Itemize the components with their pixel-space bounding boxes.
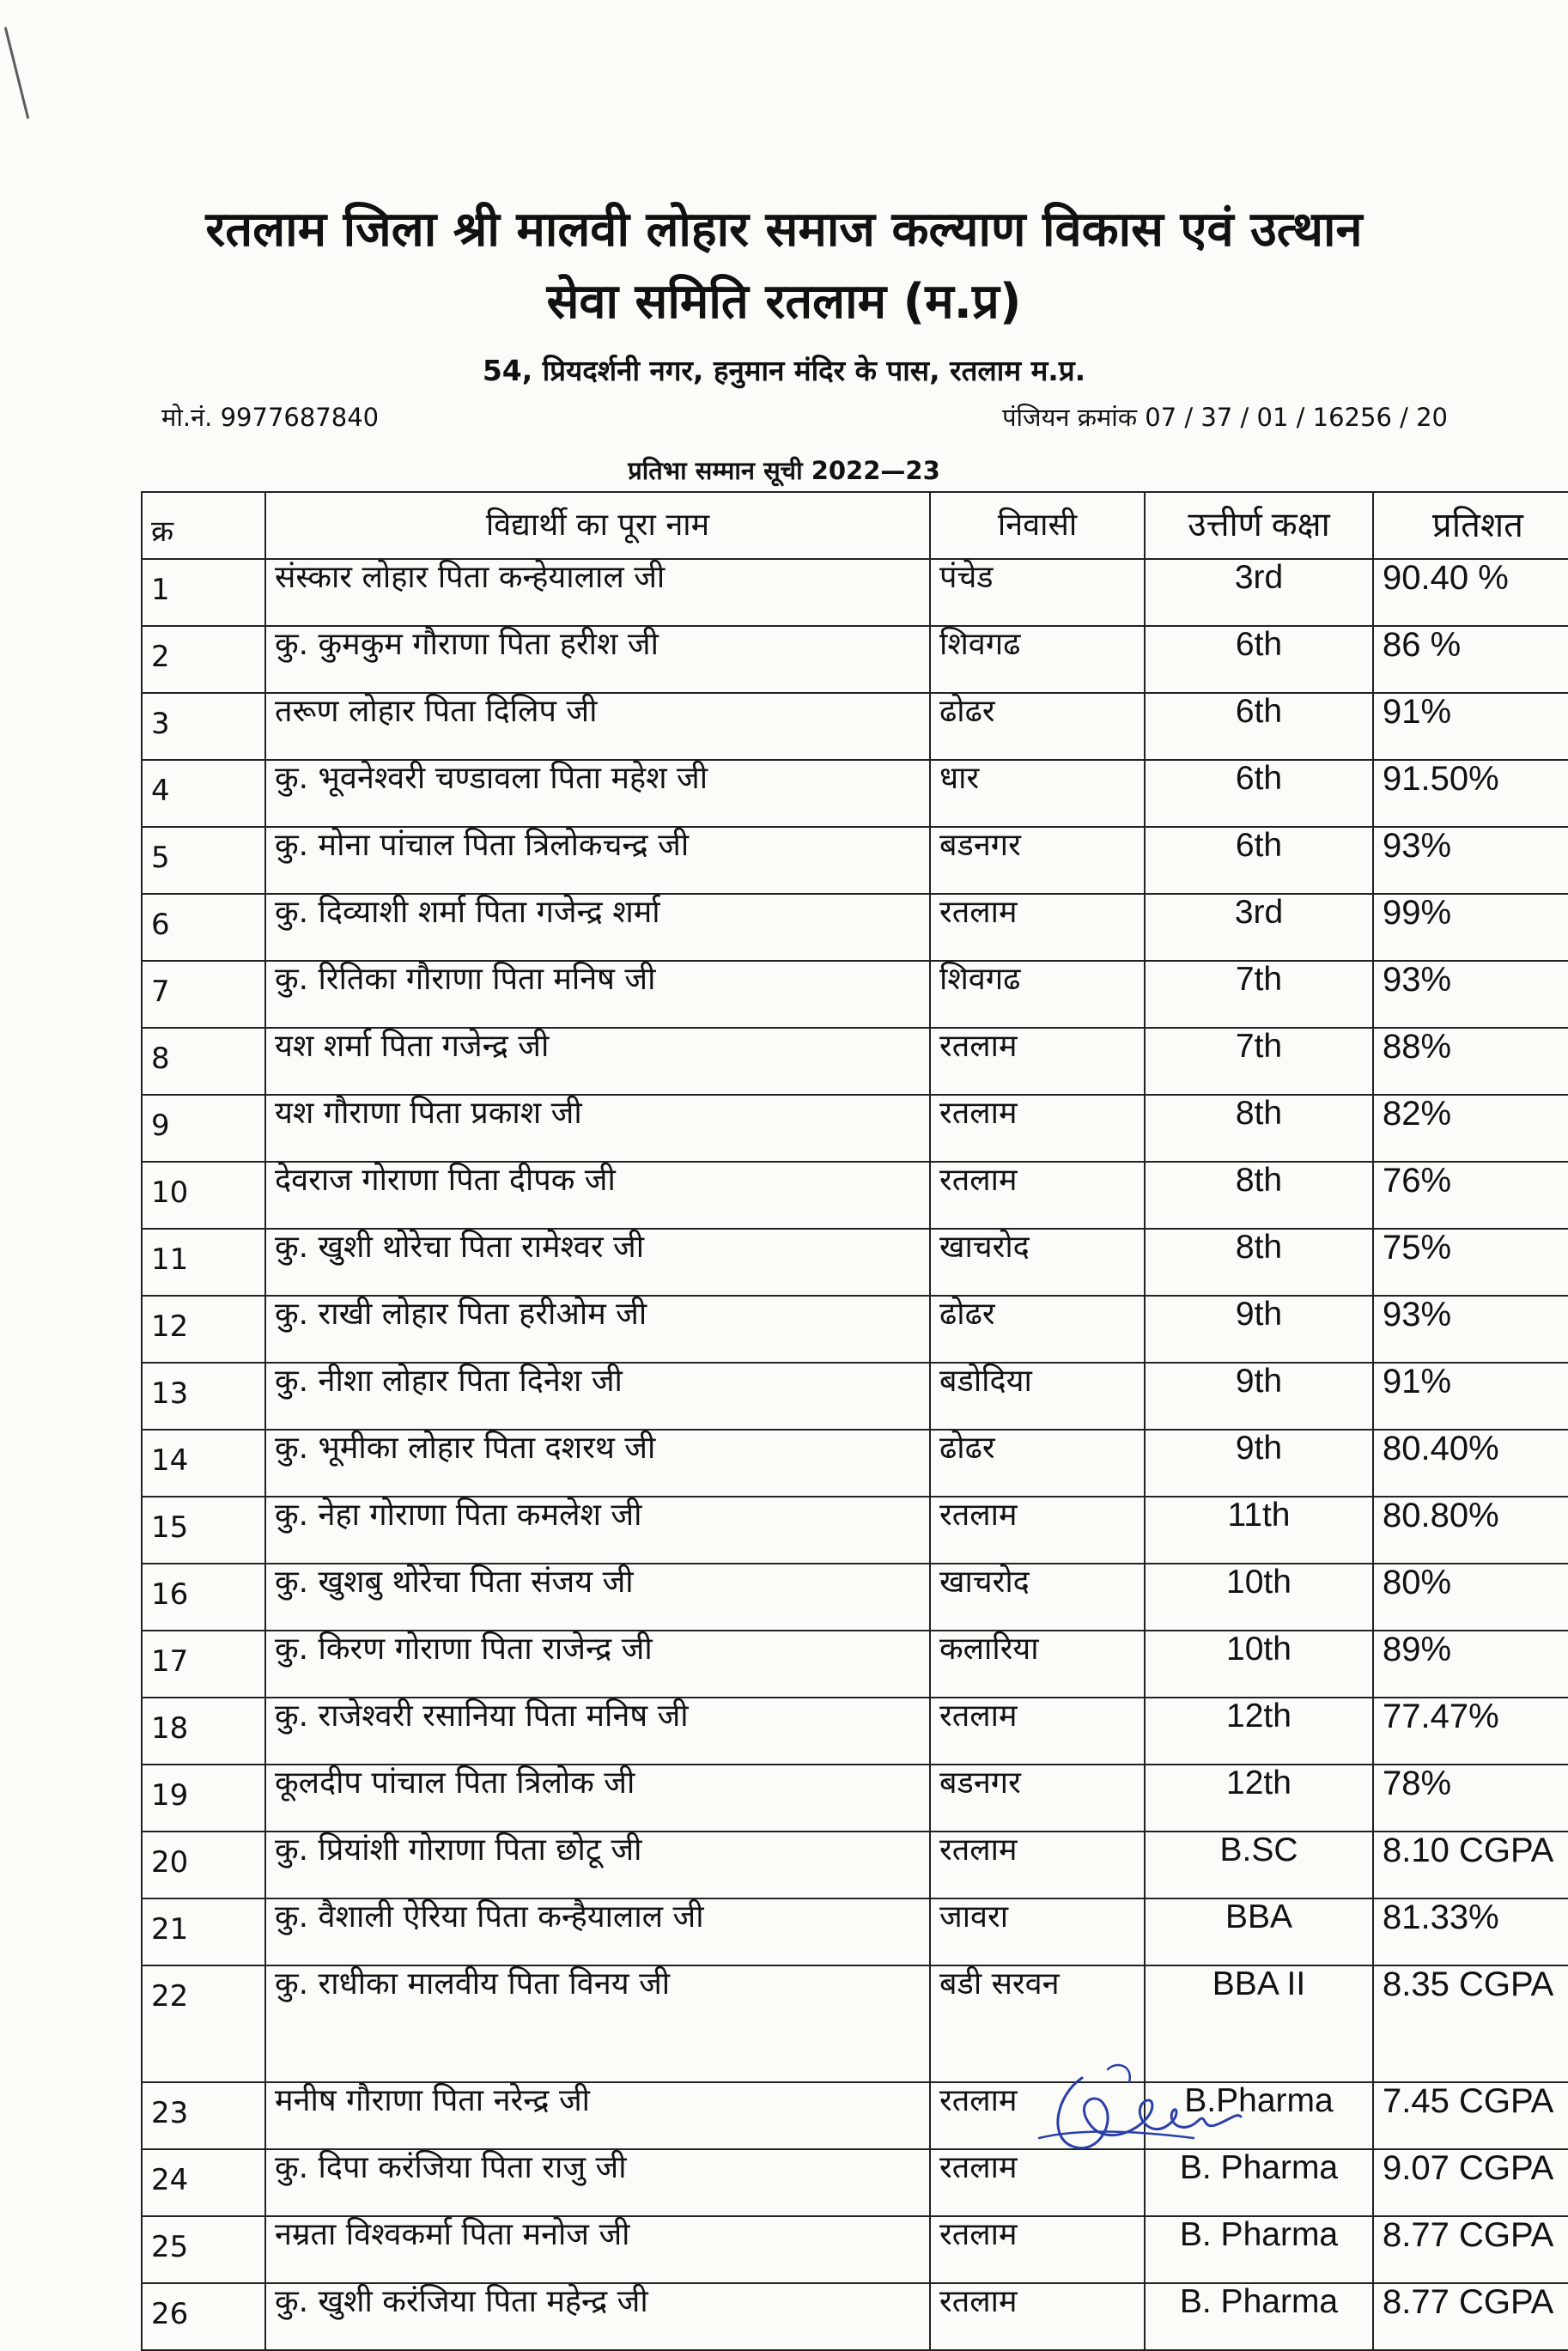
cell-residence: रतलाम — [930, 2283, 1145, 2350]
cell-class: BBA — [1145, 1898, 1373, 1965]
cell-percent: 91% — [1373, 693, 1568, 760]
cell-percent: 89% — [1373, 1631, 1568, 1698]
cell-class: B. Pharma — [1145, 2149, 1373, 2216]
column-header-serial: क्र — [142, 492, 265, 559]
cell-class: 6th — [1145, 827, 1373, 894]
table-row — [142, 1229, 1568, 1296]
cell-class: 8th — [1145, 1095, 1373, 1162]
cell-percent: 86 % — [1373, 626, 1568, 693]
table-row — [142, 1363, 1568, 1430]
cell-serial: 10 — [142, 1162, 265, 1229]
cell-serial: 19 — [142, 1765, 265, 1832]
cell-residence: रतलाम — [930, 1832, 1145, 1898]
cell-residence: रतलाम — [930, 2216, 1145, 2283]
cell-class: 9th — [1145, 1363, 1373, 1430]
cell-percent: 91.50% — [1373, 760, 1568, 827]
cell-class: 6th — [1145, 693, 1373, 760]
cell-class: B.Pharma — [1145, 2082, 1373, 2149]
cell-student-name: संस्कार लोहार पिता कन्हेयालाल जी — [265, 559, 930, 626]
cell-class: 8th — [1145, 1229, 1373, 1296]
cell-class: B. Pharma — [1145, 2216, 1373, 2283]
table-row — [142, 626, 1568, 693]
table-row — [142, 1631, 1568, 1698]
cell-residence: रतलाम — [930, 1095, 1145, 1162]
cell-residence: रतलाम — [930, 1162, 1145, 1229]
pen-mark — [4, 27, 30, 118]
cell-class: 3rd — [1145, 894, 1373, 961]
cell-student-name: कु. किरण गोराणा पिता राजेन्द्र जी — [265, 1631, 930, 1698]
cell-percent: 91% — [1373, 1363, 1568, 1430]
table-body — [142, 559, 1568, 2350]
cell-percent: 77.47% — [1373, 1698, 1568, 1765]
cell-serial: 24 — [142, 2149, 265, 2216]
cell-percent: 8.35 CGPA — [1373, 1965, 1568, 2082]
cell-class: 6th — [1145, 626, 1373, 693]
cell-student-name: कु. कुमकुम गौराणा पिता हरीश जी — [265, 626, 930, 693]
cell-student-name: तरूण लोहार पिता दिलिप जी — [265, 693, 930, 760]
signature-icon — [1022, 2044, 1254, 2172]
cell-student-name: कु. मोना पांचाल पिता त्रिलोकचन्द्र जी — [265, 827, 930, 894]
cell-percent: 80.80% — [1373, 1497, 1568, 1564]
merit-list-table — [141, 491, 1568, 2351]
cell-class: 7th — [1145, 1028, 1373, 1095]
cell-serial: 17 — [142, 1631, 265, 1698]
cell-class: 6th — [1145, 760, 1373, 827]
cell-student-name: देवराज गोराणा पिता दीपक जी — [265, 1162, 930, 1229]
cell-student-name: यश गौराणा पिता प्रकाश जी — [265, 1095, 930, 1162]
cell-residence: खाचरोद — [930, 1229, 1145, 1296]
cell-student-name: नम्रता विश्वकर्मा पिता मनोज जी — [265, 2216, 930, 2283]
cell-percent: 76% — [1373, 1162, 1568, 1229]
table-row — [142, 827, 1568, 894]
organization-title-line1: रतलाम जिला श्री मालवी लोहार समाज कल्याण विकास एवं उत्थान — [205, 202, 1363, 258]
cell-serial: 14 — [142, 1430, 265, 1497]
cell-serial: 12 — [142, 1296, 265, 1363]
cell-class: 3rd — [1145, 559, 1373, 626]
cell-percent: 81.33% — [1373, 1898, 1568, 1965]
table-row — [142, 1698, 1568, 1765]
cell-class: 10th — [1145, 1564, 1373, 1631]
cell-student-name: कु. खुशी थोरेचा पिता रामेश्वर जी — [265, 1229, 930, 1296]
cell-serial: 7 — [142, 961, 265, 1028]
cell-serial: 13 — [142, 1363, 265, 1430]
table-row — [142, 894, 1568, 961]
cell-percent: 93% — [1373, 1296, 1568, 1363]
table-row — [142, 760, 1568, 827]
cell-class: 9th — [1145, 1430, 1373, 1497]
cell-residence: रतलाम — [930, 1028, 1145, 1095]
cell-serial: 4 — [142, 760, 265, 827]
cell-serial: 20 — [142, 1832, 265, 1898]
column-header-percent: प्रतिशत — [1373, 492, 1568, 559]
cell-student-name: कु. भूमीका लोहार पिता दशरथ जी — [265, 1430, 930, 1497]
column-header-residence: निवासी — [930, 492, 1145, 559]
cell-class: 10th — [1145, 1631, 1373, 1698]
cell-class: B. Pharma — [1145, 2283, 1373, 2350]
cell-class: 11th — [1145, 1497, 1373, 1564]
cell-residence: ढोढर — [930, 1296, 1145, 1363]
cell-residence: जावरा — [930, 1898, 1145, 1965]
cell-student-name: यश शर्मा पिता गजेन्द्र जी — [265, 1028, 930, 1095]
cell-serial: 5 — [142, 827, 265, 894]
cell-student-name: कु. राजेश्वरी रसानिया पिता मनिष जी — [265, 1698, 930, 1765]
cell-serial: 9 — [142, 1095, 265, 1162]
cell-percent: 75% — [1373, 1229, 1568, 1296]
cell-residence: रतलाम — [930, 1698, 1145, 1765]
cell-serial: 8 — [142, 1028, 265, 1095]
cell-serial: 2 — [142, 626, 265, 693]
cell-class: BBA II — [1145, 1965, 1373, 2082]
cell-percent: 8.10 CGPA — [1373, 1832, 1568, 1898]
mobile-number: मो.नं. 9977687840 — [161, 403, 380, 432]
cell-student-name: कु. नेहा गोराणा पिता कमलेश जी — [265, 1497, 930, 1564]
column-header-name: विद्यार्थी का पूरा नाम — [265, 492, 930, 559]
cell-serial: 6 — [142, 894, 265, 961]
table-row — [142, 1497, 1568, 1564]
cell-percent: 93% — [1373, 961, 1568, 1028]
cell-student-name: कु. खुशबु थोरेचा पिता संजय जी — [265, 1564, 930, 1631]
cell-student-name: कूलदीप पांचाल पिता त्रिलोक जी — [265, 1765, 930, 1832]
cell-residence: रतलाम — [930, 2149, 1145, 2216]
cell-percent: 90.40 % — [1373, 559, 1568, 626]
cell-residence: रतलाम — [930, 894, 1145, 961]
cell-residence: बडनगर — [930, 1765, 1145, 1832]
cell-class: 9th — [1145, 1296, 1373, 1363]
cell-residence: धार — [930, 760, 1145, 827]
cell-residence: बडनगर — [930, 827, 1145, 894]
table-row — [142, 1832, 1568, 1898]
cell-percent: 93% — [1373, 827, 1568, 894]
cell-serial: 3 — [142, 693, 265, 760]
table-row — [142, 2216, 1568, 2283]
table-row — [142, 1898, 1568, 1965]
cell-class: 12th — [1145, 1765, 1373, 1832]
cell-student-name: कु. खुशी करंजिया पिता महेन्द्र जी — [265, 2283, 930, 2350]
table-row — [142, 1430, 1568, 1497]
table-row — [142, 2283, 1568, 2350]
cell-percent: 7.45 CGPA — [1373, 2082, 1568, 2149]
table-row — [142, 1162, 1568, 1229]
table-row — [142, 1965, 1568, 2082]
cell-serial: 21 — [142, 1898, 265, 1965]
cell-class: B.SC — [1145, 1832, 1373, 1898]
table-row — [142, 2082, 1568, 2149]
table-header-row — [142, 492, 1568, 559]
cell-percent: 99% — [1373, 894, 1568, 961]
cell-residence: रतलाम — [930, 2082, 1145, 2149]
column-header-class: उत्तीर्ण कक्षा — [1145, 492, 1373, 559]
cell-residence: शिवगढ — [930, 626, 1145, 693]
cell-residence: बडोदिया — [930, 1363, 1145, 1430]
cell-residence: रतलाम — [930, 1497, 1145, 1564]
cell-serial: 26 — [142, 2283, 265, 2350]
cell-student-name: कु. नीशा लोहार पिता दिनेश जी — [265, 1363, 930, 1430]
cell-student-name: कु. प्रियांशी गोराणा पिता छोटू जी — [265, 1832, 930, 1898]
cell-student-name: कु. रितिका गौराणा पिता मनिष जी — [265, 961, 930, 1028]
cell-percent: 80% — [1373, 1564, 1568, 1631]
table-row — [142, 693, 1568, 760]
cell-class: 8th — [1145, 1162, 1373, 1229]
cell-percent: 80.40% — [1373, 1430, 1568, 1497]
cell-serial: 18 — [142, 1698, 265, 1765]
cell-percent: 8.77 CGPA — [1373, 2216, 1568, 2283]
cell-serial: 22 — [142, 1965, 265, 2082]
cell-percent: 9.07 CGPA — [1373, 2149, 1568, 2216]
cell-serial: 23 — [142, 2082, 265, 2149]
cell-residence: बडी सरवन — [930, 1965, 1145, 2082]
cell-percent: 88% — [1373, 1028, 1568, 1095]
cell-student-name: मनीष गौराणा पिता नरेन्द्र जी — [265, 2082, 930, 2149]
cell-percent: 8.77 CGPA — [1373, 2283, 1568, 2350]
cell-student-name: कु. दिपा करंजिया पिता राजु जी — [265, 2149, 930, 2216]
cell-student-name: कु. वैशाली ऐरिया पिता कन्हैयालाल जी — [265, 1898, 930, 1965]
cell-residence: ढोढर — [930, 693, 1145, 760]
cell-serial: 1 — [142, 559, 265, 626]
cell-residence: कलारिया — [930, 1631, 1145, 1698]
table-row — [142, 1765, 1568, 1832]
table-row — [142, 2149, 1568, 2216]
cell-percent: 82% — [1373, 1095, 1568, 1162]
table-row — [142, 1564, 1568, 1631]
cell-residence: खाचरोद — [930, 1564, 1145, 1631]
cell-student-name: कु. दिव्याशी शर्मा पिता गजेन्द्र शर्मा — [265, 894, 930, 961]
cell-residence: पंचेड — [930, 559, 1145, 626]
cell-serial: 15 — [142, 1497, 265, 1564]
cell-student-name: कु. राधीका मालवीय पिता विनय जी — [265, 1965, 930, 2082]
cell-serial: 16 — [142, 1564, 265, 1631]
table-row — [142, 961, 1568, 1028]
registration-number: पंजियन क्रमांक 07 / 37 / 01 / 16256 / 20 — [1002, 403, 1448, 432]
cell-class: 12th — [1145, 1698, 1373, 1765]
cell-class: 7th — [1145, 961, 1373, 1028]
cell-residence: शिवगढ — [930, 961, 1145, 1028]
cell-student-name: कु. भूवनेश्वरी चण्डावला पिता महेश जी — [265, 760, 930, 827]
table-row — [142, 1028, 1568, 1095]
cell-residence: ढोढर — [930, 1430, 1145, 1497]
table-row — [142, 559, 1568, 626]
list-title: प्रतिभा सम्मान सूची 2022—23 — [628, 456, 940, 485]
cell-student-name: कु. राखी लोहार पिता हरीओम जी — [265, 1296, 930, 1363]
organization-title-line2: सेवा समिति रतलाम (म.प्र) — [546, 274, 1022, 330]
table-row — [142, 1296, 1568, 1363]
address-line: 54, प्रियदर्शनी नगर, हनुमान मंदिर के पास, रतलाम म.प्र. — [482, 354, 1086, 387]
cell-serial: 11 — [142, 1229, 265, 1296]
cell-serial: 25 — [142, 2216, 265, 2283]
cell-percent: 78% — [1373, 1765, 1568, 1832]
table-row — [142, 1095, 1568, 1162]
